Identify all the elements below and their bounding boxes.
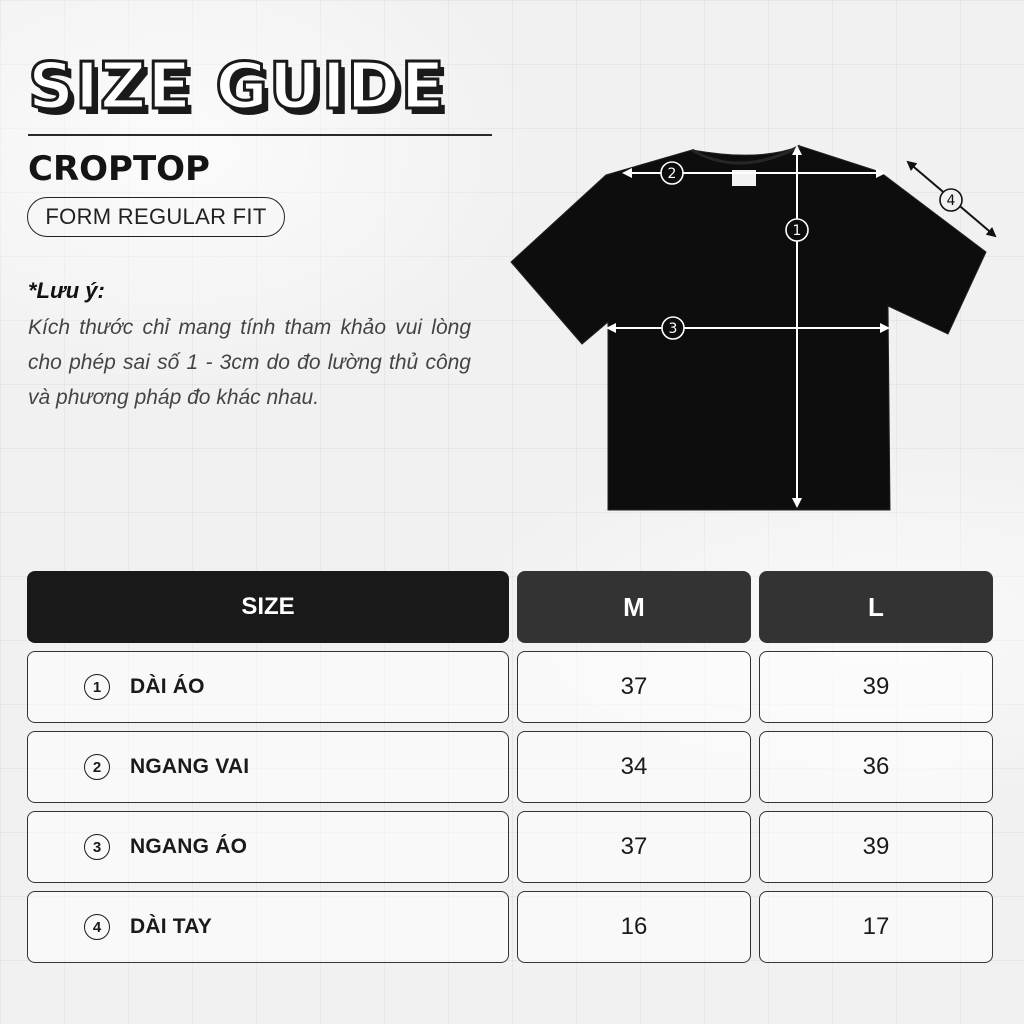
table-header-row [27, 571, 997, 643]
marker-1 [786, 219, 808, 241]
table-row [27, 651, 997, 723]
value-m: 16 [517, 891, 751, 963]
value-m: 37 [517, 811, 751, 883]
note-label: *Lưu ý: [28, 278, 105, 303]
measurement-name: NGANG VAI [130, 755, 250, 778]
svg-text:4: 4 [946, 193, 956, 209]
measurement-name: DÀI ÁO [130, 675, 205, 698]
marker-3 [662, 317, 684, 339]
svg-text:2: 2 [667, 166, 677, 182]
title-divider [28, 134, 492, 136]
size-table [27, 571, 997, 971]
measurement-number: 2 [84, 754, 110, 780]
value-m: 34 [517, 731, 751, 803]
header-m: M [517, 571, 751, 643]
measurement-number: 1 [84, 674, 110, 700]
value-l: 39 [759, 651, 993, 723]
measurement-name: DÀI TAY [130, 915, 212, 938]
value-l: 39 [759, 811, 993, 883]
header-l: L [759, 571, 993, 643]
tshirt-svg [505, 135, 1005, 520]
svg-text:1: 1 [792, 223, 802, 239]
measurement-cell [27, 811, 509, 883]
tshirt-diagram [505, 135, 1005, 520]
marker-4 [940, 189, 962, 211]
page-title: SIZE GUIDE [28, 50, 446, 124]
measurement-number: 4 [84, 914, 110, 940]
measurement-cell [27, 891, 509, 963]
value-l: 36 [759, 731, 993, 803]
value-m: 37 [517, 651, 751, 723]
measurement-cell [27, 731, 509, 803]
measurement-name: NGANG ÁO [130, 835, 248, 858]
value-l: 17 [759, 891, 993, 963]
table-row [27, 811, 997, 883]
note-text: Kích thước chỉ mang tính tham khảo vui lòng cho phép sai số 1 - 3cm do đo lường thủ công và phương pháp đo khác nhau. [28, 316, 471, 409]
product-name: CROPTOP [28, 149, 210, 189]
table-row [27, 731, 997, 803]
fit-badge: FORM REGULAR FIT [27, 197, 285, 237]
table-row [27, 891, 997, 963]
svg-text:3: 3 [668, 321, 678, 337]
marker-2 [661, 162, 683, 184]
measurement-number: 3 [84, 834, 110, 860]
header-size: SIZE [27, 571, 509, 643]
measurement-cell [27, 651, 509, 723]
